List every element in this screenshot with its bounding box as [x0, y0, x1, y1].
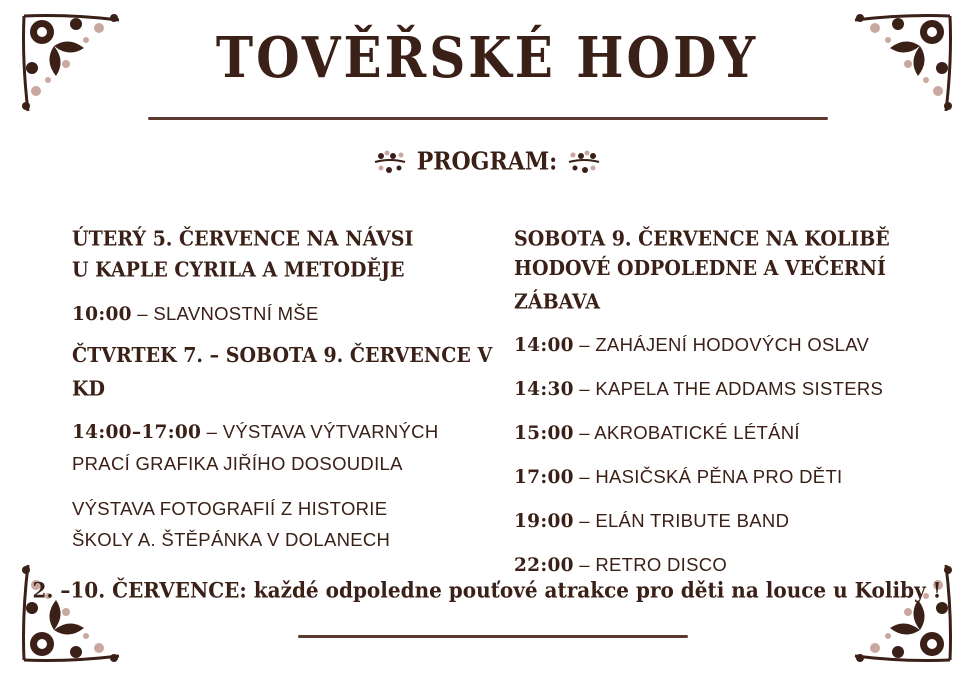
item-dash: – — [137, 303, 148, 324]
item-text-continued: PRACÍ GRAFIKA JIŘÍHO DOSOUDILA — [72, 453, 403, 474]
floral-sprig-icon — [567, 148, 601, 176]
item-text: KAPELA THE ADDAMS SISTERS — [595, 378, 884, 399]
program-item — [514, 417, 934, 449]
item-dash: – — [579, 554, 590, 575]
footer-note: 2. –10. ČERVENCE: každé odpoledne pouťové atrakce pro děti na louce u Koliby ! — [32, 577, 942, 603]
floral-sprig-icon — [373, 148, 407, 176]
item-text: ZAHÁJENÍ HODOVÝCH OSLAV — [595, 334, 870, 355]
item-text: SLAVNOSTNÍ MŠE — [153, 303, 319, 324]
item-time: 17:00 — [514, 467, 574, 488]
item-text: HASIČSKÁ PĚNA PRO DĚTI — [595, 466, 843, 487]
item-dash: – — [579, 510, 590, 531]
page-title: TOVĚŘSKÉ HODY — [215, 24, 759, 91]
item-text: ŠKOLY A. ŠTĚPÁNKA V DOLANECH — [72, 529, 391, 550]
item-dash: – — [206, 421, 218, 442]
program-item — [514, 329, 934, 361]
item-time: 22:00 — [514, 555, 574, 576]
item-text: ELÁN TRIBUTE BAND — [595, 510, 790, 531]
section-heading: ČTVRTEK 7. – SOBOTA 9. ČERVENCE V KD — [72, 343, 493, 402]
item-time: 14:00 — [514, 335, 574, 356]
right-column — [514, 224, 934, 581]
item-text: VÝSTAVA VÝTVARNÝCH — [222, 421, 439, 442]
item-dash: – — [579, 466, 590, 487]
bottom-divider — [298, 635, 688, 638]
section-heading: HODOVÉ ODPOLEDNE A VEČERNÍ ZÁBAVA — [514, 256, 886, 315]
program-item — [72, 416, 502, 448]
program-header — [0, 148, 974, 176]
program-item — [72, 298, 502, 330]
item-dash: – — [579, 422, 590, 443]
item-time: 14:30 — [514, 379, 574, 400]
program-label: PROGRAM: — [416, 147, 558, 177]
item-text: RETRO DISCO — [595, 554, 728, 575]
title-divider — [148, 117, 828, 120]
item-text: AKROBATICKÉ LÉTÁNÍ — [594, 422, 800, 443]
section-heading: U KAPLE CYRILA A METODĚJE — [72, 258, 405, 282]
item-time: 10:00 — [72, 304, 132, 325]
corner-ornament-icon — [14, 552, 132, 670]
left-column — [72, 224, 502, 555]
item-text: VÝSTAVA FOTOGRAFIÍ Z HISTORIE — [72, 498, 388, 519]
section-heading: ÚTERÝ 5. ČERVENCE NA NÁVSI — [72, 227, 414, 251]
item-time: 19:00 — [514, 511, 574, 532]
item-time: 14:00–17:00 — [72, 422, 202, 443]
item-time: 15:00 — [514, 423, 574, 444]
program-item — [514, 461, 934, 493]
program-item — [514, 505, 934, 537]
program-item — [514, 373, 934, 405]
item-dash: – — [579, 378, 590, 399]
section-heading: SOBOTA 9. ČERVENCE NA KOLIBĚ — [514, 227, 890, 251]
item-dash: – — [579, 334, 590, 355]
